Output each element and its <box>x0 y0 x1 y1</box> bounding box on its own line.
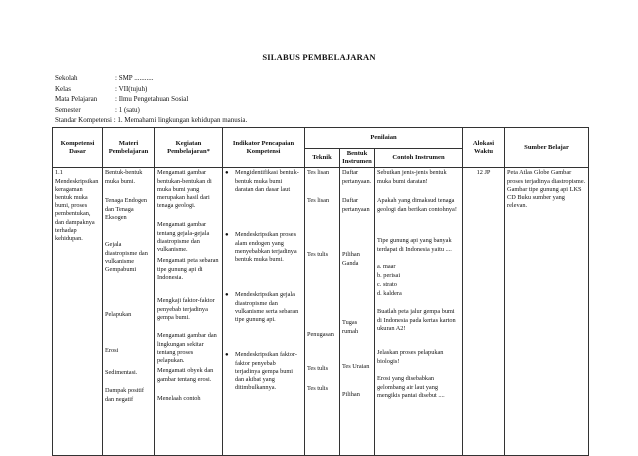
contoh-option: d. kaldera <box>377 290 402 298</box>
teknik-item: Tes lisan <box>307 169 330 177</box>
contoh-item: Erosi yang disebabkan gelombang air laut yang mengikis pantai disebut .... <box>377 375 445 399</box>
table-row <box>53 168 589 456</box>
bentuk-item: Pilihan <box>342 391 360 399</box>
meta-row-semester <box>55 105 247 116</box>
cell-alokasi <box>463 168 505 456</box>
header-penilaian: Penilaian <box>305 128 463 149</box>
materi-item: Dampak positif dan negatif <box>105 387 144 403</box>
teknik-item: Tes tulis <box>307 365 329 373</box>
kompetensi-text: 1.1 Mendeskripsikan keragaman bentuk muka bumi, proses pembentukan, dan dampaknya terhadap kehidupan. <box>55 169 99 243</box>
teknik-item: Tes tulis <box>307 251 329 259</box>
contoh-item: Jelaskan proses pelapukan biologis! <box>377 349 444 365</box>
meta-value: : VII(tujuh) <box>115 84 148 93</box>
syllabus-table <box>52 127 589 456</box>
cell-teknik <box>305 168 340 456</box>
kegiatan-item: Mengamati peta sebaran tipe gunung api di Indonesia. <box>157 257 219 281</box>
bentuk-item: Daftar pertanyaan. <box>342 169 372 185</box>
bentuk-item: Tugas rumah <box>342 319 359 335</box>
meta-label: Mata Pelajaran <box>55 95 98 103</box>
contoh-item: Tipe gunung api yang banyak terdapat di Indonesia yaitu .... <box>377 237 452 253</box>
contoh-item: Buatlah peta jalur gempa bumi di Indonesia pada kertas karton ukuran A2! <box>377 308 456 332</box>
kegiatan-item: Mengkaji faktor-faktor penyebab terjadinya gempa bumi. <box>157 297 215 321</box>
cell-kompetensi <box>53 168 103 456</box>
indikator-item <box>225 169 302 194</box>
indikator-item <box>225 291 302 324</box>
teknik-item: Tes tulis <box>307 385 329 393</box>
sumber-text: Peta Atlas Globe Gambar proses terjadinya diastropisme. Gambar tipe gunung api LKS CD Buku sumber yang relevan. <box>507 169 586 210</box>
indikator-text: Mendeskripsikan gejala diastropisme dan vulkanisme serta sebaran tipe gunung api. <box>235 291 299 324</box>
teknik-item: Penugasan <box>307 331 334 339</box>
meta-value: : Ilmu Pengetahuan Sosial <box>115 95 189 103</box>
cell-indikator <box>223 168 305 456</box>
header-indikator: Indikator Pencapaian Kompetensi <box>223 128 305 168</box>
materi-item: Erosi <box>105 347 119 355</box>
header-sumber: Sumber Belajar <box>505 128 589 168</box>
bullet-icon: ● <box>225 232 229 239</box>
materi-item: Sedimentasi. <box>105 369 138 377</box>
contoh-option: c. strato <box>377 281 397 289</box>
cell-sumber <box>505 168 589 456</box>
standar-kompetensi: Standar Kompetensi : 1. Memahami lingkungan kehidupan manusia. <box>55 116 248 124</box>
page-title: SILABUS PEMBELAJARAN <box>262 52 376 62</box>
kegiatan-item: Mengamati gambar dan lingkungan sekitar tentang proses pelapukan. <box>157 332 217 365</box>
meta-value: : SMP ........... <box>115 74 154 82</box>
bullet-icon: ● <box>225 170 229 177</box>
indikator-item <box>225 351 302 392</box>
materi-item: Tenaga Endogen dan Tenaga Eksogen <box>105 197 148 221</box>
kegiatan-item: Mengamati gambar bentukan-bentukan di muka bumi yang merupakan hasil dari tenaga geologi. <box>157 169 212 210</box>
materi-item: Gejala diastropisme dan vulkanisme Gempabumi <box>105 241 148 274</box>
header-contoh: Contoh Instrumen <box>375 149 463 168</box>
cell-bentuk <box>340 168 375 456</box>
bentuk-item: Pilihan Ganda <box>342 251 360 267</box>
kegiatan-item: Mengamati gambar tentang gejala-gejala diastropisme dan vulkanisme. <box>157 221 210 254</box>
meta-label: Semester <box>55 105 81 114</box>
header-kompetensi: Kompetensi Dasar <box>53 128 103 168</box>
header-kegiatan: Kegiatan Pembelajaran* <box>155 128 223 168</box>
alokasi-text: 12 JP <box>476 169 491 177</box>
meta-row-mapel <box>55 94 247 105</box>
bullet-icon: ● <box>225 352 229 359</box>
contoh-option: b. perisai <box>377 272 401 280</box>
materi-item: Pelapukan <box>105 311 132 319</box>
indikator-text: Mengidentifikasi bentuk-bentuk muka bumi daratan dan dasar laut <box>235 169 299 193</box>
indikator-text: Mendeskripsikan faktor-faktor penyebab terjadinya gempa bumi dan akibat yang ditimbulkannya. <box>235 351 297 392</box>
header-materi: Materi Pembelajaran <box>103 128 155 168</box>
meta-value: : 1 (satu) <box>115 105 140 114</box>
bullet-icon: ● <box>225 292 229 299</box>
meta-label: Sekolah <box>55 74 78 82</box>
cell-contoh <box>375 168 463 456</box>
kegiatan-item: Mengamati obyek dan gambar tentang erosi. <box>157 367 214 383</box>
meta-row-sekolah <box>55 73 247 84</box>
document-meta <box>55 73 247 126</box>
bentuk-item: Tes Uraian <box>342 363 370 371</box>
bentuk-item: Daftar pertanyaan <box>342 197 370 213</box>
contoh-item: Apakah yang dimaksud tenaga geologi dan berikan contohnya! <box>377 197 457 213</box>
indikator-text: Mendeskripsikan proses alam endogen yang menyebabkan terjadinya bentuk muka bumi. <box>235 231 297 264</box>
cell-materi <box>103 168 155 456</box>
header-teknik: Teknik <box>305 149 340 168</box>
meta-label: Kelas <box>55 84 71 93</box>
meta-row-kelas <box>55 84 247 95</box>
header-alokasi: Alokasi Waktu <box>463 128 505 168</box>
indikator-item <box>225 231 302 264</box>
materi-item: Bentuk-bentuk muka bumi. <box>105 169 143 185</box>
contoh-option: a. maar <box>377 263 396 271</box>
teknik-item: Tes lisan <box>307 197 330 205</box>
cell-kegiatan <box>155 168 223 456</box>
contoh-item: Sebutkan jenis-jenis bentuk muka bumi daratan! <box>377 169 447 185</box>
header-bentuk: Bentuk Instrumen <box>340 149 375 168</box>
kegiatan-item: Menelaah contoh <box>157 395 201 403</box>
